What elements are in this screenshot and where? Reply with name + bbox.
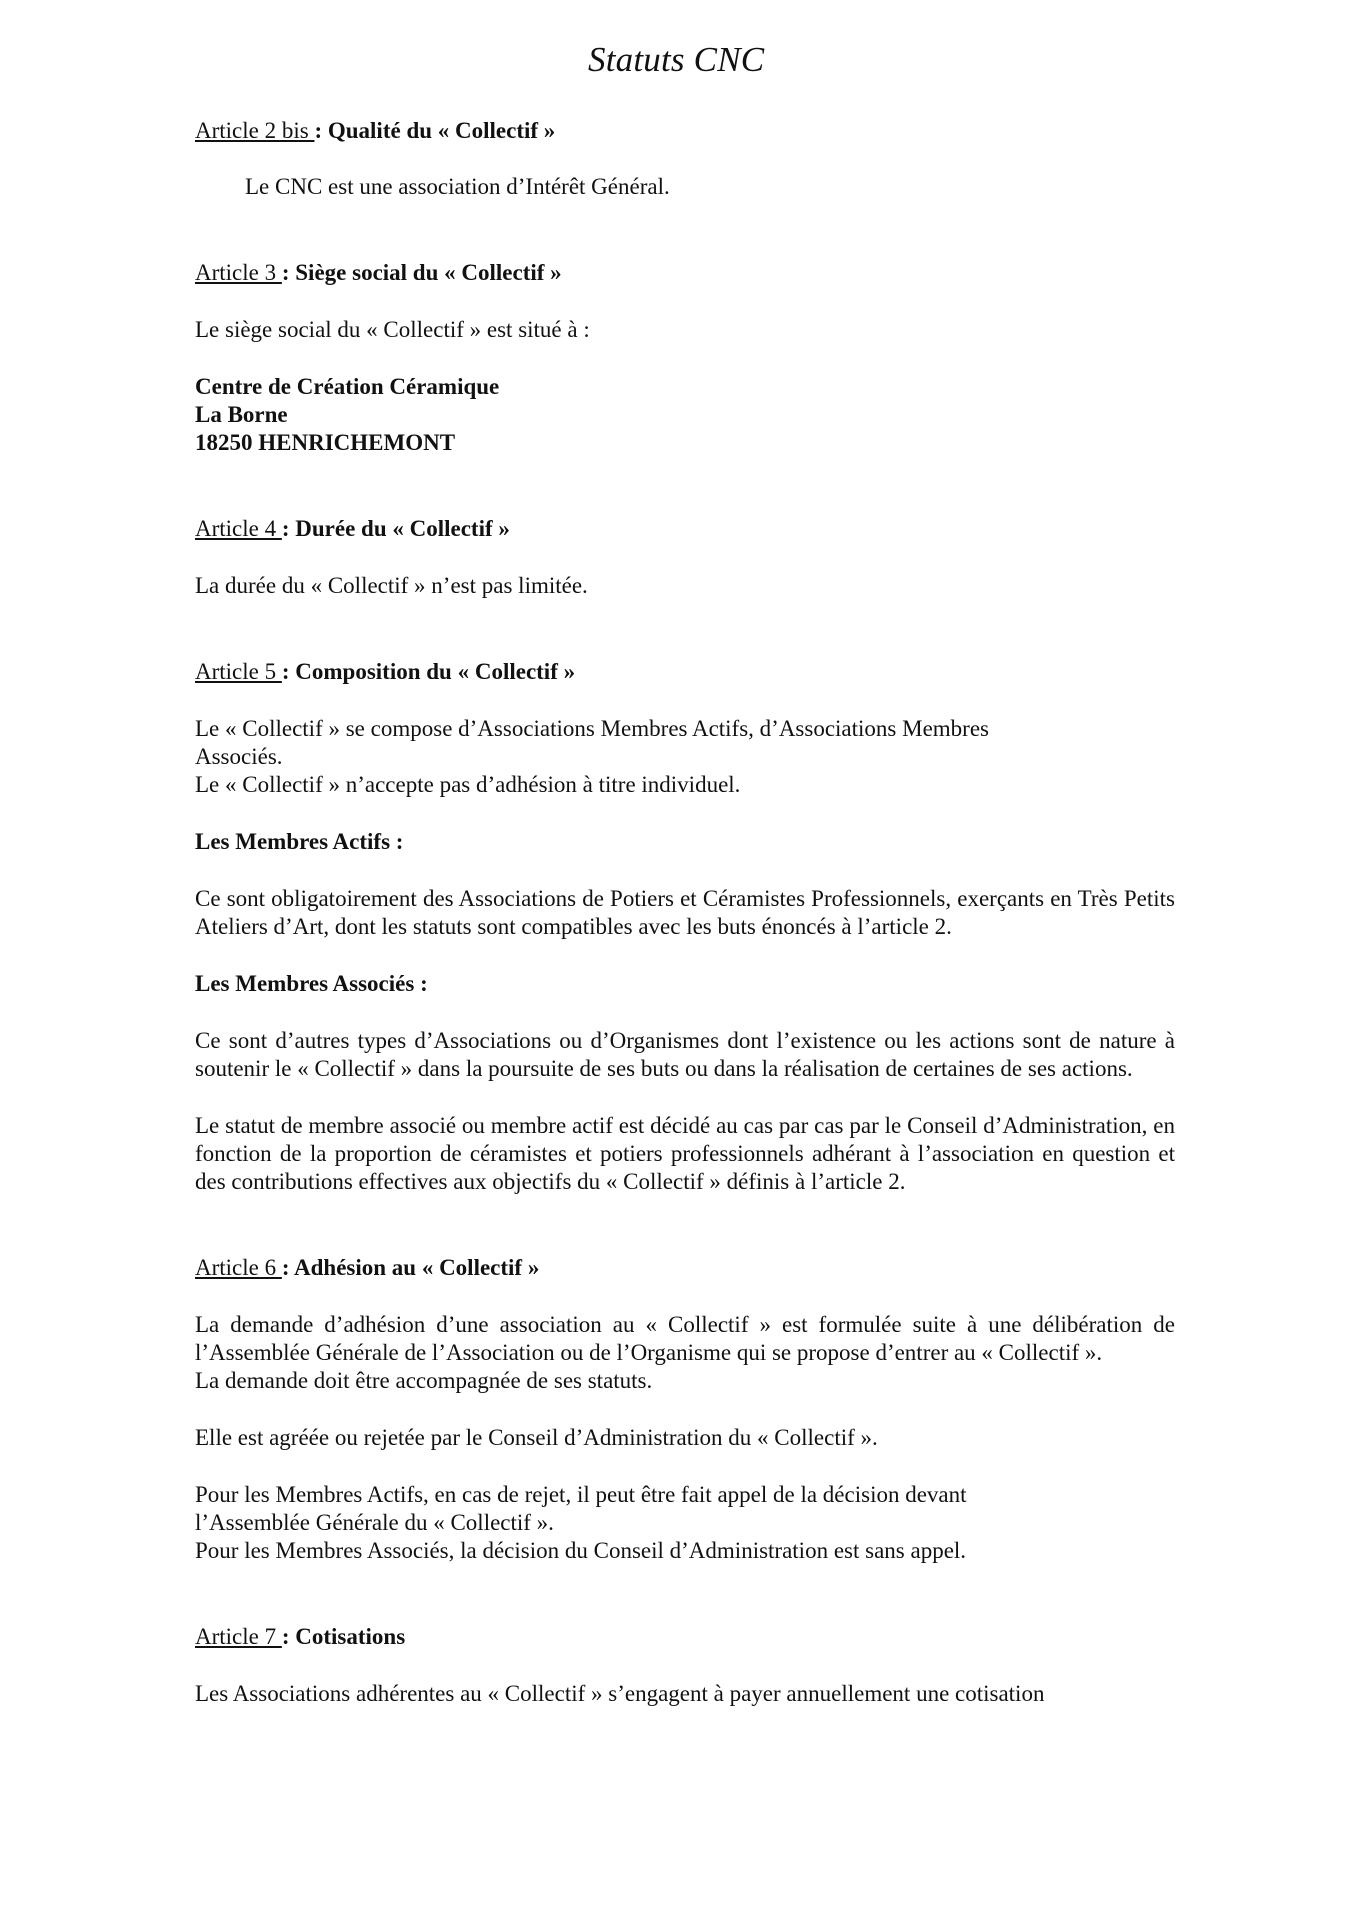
article-2bis (195, 117, 1175, 201)
article-title: : Composition du « Collectif » (281, 659, 576, 684)
address-line: Centre de Création Céramique (195, 374, 500, 399)
article-text: La durée du « Collectif » n’est pas limitée. (195, 573, 588, 598)
article-number: Article 4 (195, 516, 282, 541)
article-text: Associés. (195, 744, 283, 769)
article-text: Les Associations adhérentes au « Collectif » s’engagent à payer annuellement une cotisation (195, 1681, 1045, 1706)
article-heading (195, 117, 1175, 145)
article-5 (195, 658, 1175, 1196)
document-body (195, 117, 1175, 1708)
article-title: : Siège social du « Collectif » (281, 260, 562, 285)
article-text: Le « Collectif » n’accepte pas d’adhésion à titre individuel. (195, 772, 741, 797)
article-heading (195, 658, 1175, 686)
article-text: Ce sont obligatoirement des Associations de Potiers et Céramistes Professionnels, exerçants en Très Petits Ateliers d’Art, dont les statuts sont compatibles avec les buts énoncés à l’article 2. (195, 886, 1175, 939)
article-text: Elle est agréée ou rejetée par le Conseil d’Administration du « Collectif ». (195, 1425, 878, 1450)
subsection-heading: Les Membres Associés : (195, 971, 428, 996)
article-text: Le siège social du « Collectif » est situé à : (195, 317, 590, 342)
subsection-heading: Les Membres Actifs : (195, 829, 404, 854)
article-4 (195, 515, 1175, 600)
article-number: Article 6 (195, 1255, 282, 1280)
address-line: 18250 HENRICHEMONT (195, 430, 456, 455)
article-text: Pour les Membres Associés, la décision du Conseil d’Administration est sans appel. (195, 1538, 967, 1563)
article-text: Pour les Membres Actifs, en cas de rejet, il peut être fait appel de la décision devant (195, 1482, 967, 1507)
article-title: : Adhésion au « Collectif » (281, 1255, 540, 1280)
article-text: Le « Collectif » se compose d’Associations Membres Actifs, d’Associations Membres (195, 716, 989, 741)
article-text: l’Assemblée Générale du « Collectif ». (195, 1510, 554, 1535)
article-3 (195, 259, 1175, 457)
article-heading (195, 515, 1175, 543)
article-number: Article 7 (195, 1624, 282, 1649)
article-heading (195, 259, 1175, 287)
article-heading (195, 1623, 1175, 1651)
article-6 (195, 1254, 1175, 1565)
article-title: : Cotisations (281, 1624, 406, 1649)
article-text: La demande d’adhésion d’une association au « Collectif » est formulée suite à une délibération de l’Assemblée Générale de l’Association ou de l’Organisme qui se propose d’entrer au « Collectif ». (195, 1312, 1175, 1365)
address-line: La Borne (195, 402, 288, 427)
article-text: La demande doit être accompagnée de ses statuts. (195, 1368, 653, 1393)
article-title: : Qualité du « Collectif » (314, 118, 556, 143)
article-heading (195, 1254, 1175, 1282)
address-block (195, 373, 1175, 457)
article-text: Le CNC est une association d’Intérêt Général. (245, 174, 670, 199)
article-paragraph (195, 715, 1175, 799)
article-text: Ce sont d’autres types d’Associations ou d’Organismes dont l’existence ou les actions sont de nature à soutenir le « Collectif » dans la poursuite de ses buts ou dans la réalisation de certaines de ses actions. (195, 1028, 1175, 1081)
article-number: Article 3 (195, 260, 282, 285)
article-7 (195, 1623, 1175, 1708)
article-text: Le statut de membre associé ou membre actif est décidé au cas par cas par le Conseil d’Administration, en fonction de la proportion de céramistes et potiers professionnels adhérant à l’association en question et des contributions effectives aux objectifs du « Collectif » définis à l’article 2. (195, 1113, 1175, 1194)
article-number: Article 2 bis (195, 118, 315, 143)
article-number: Article 5 (195, 659, 282, 684)
article-paragraph (195, 1481, 1175, 1565)
document-title: Statuts CNC (588, 40, 765, 79)
article-title: : Durée du « Collectif » (281, 516, 510, 541)
